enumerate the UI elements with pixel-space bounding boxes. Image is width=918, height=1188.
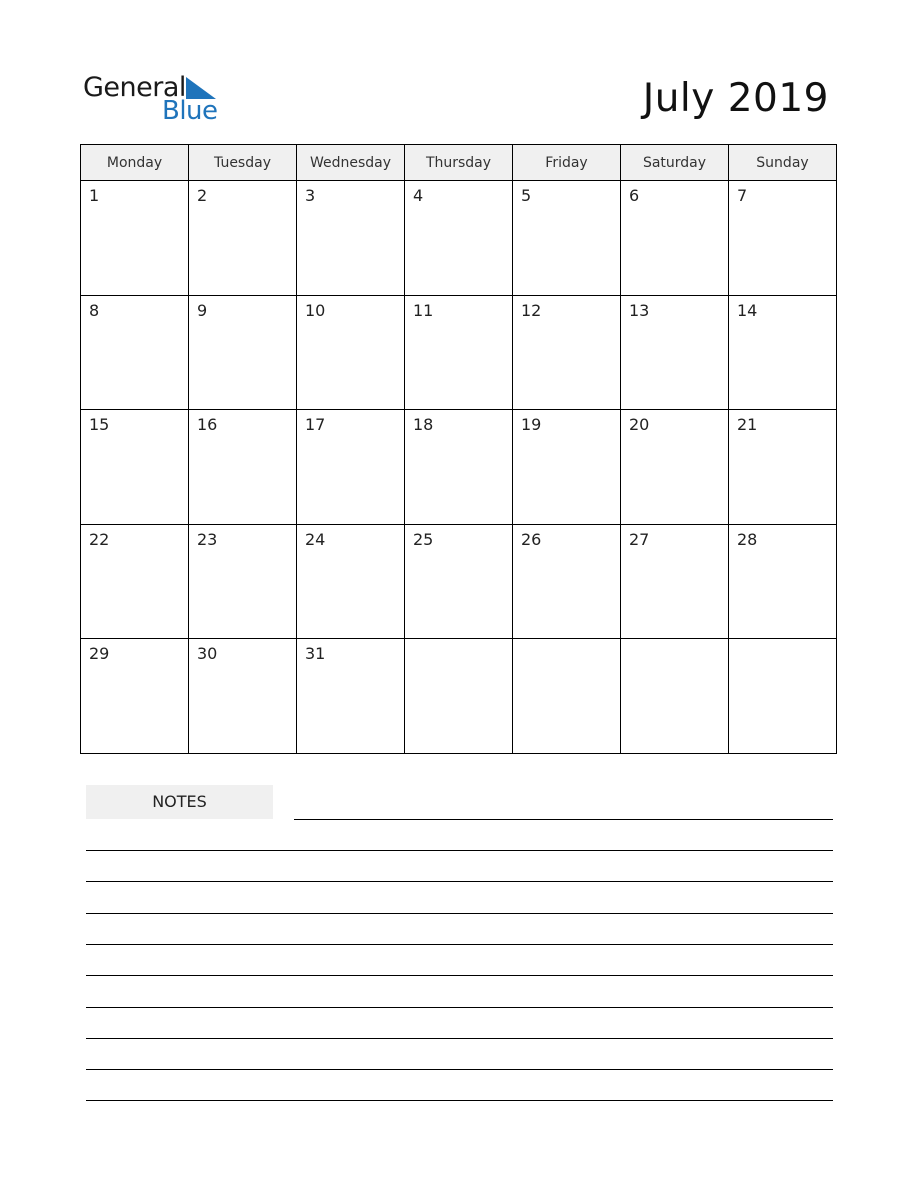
day-cell: [405, 295, 513, 410]
day-cell: [621, 295, 729, 410]
notes-line: [86, 1007, 833, 1008]
day-cell: [405, 410, 513, 525]
day-cell: [729, 524, 837, 639]
day-number: 3: [305, 186, 316, 205]
notes-line: [86, 1038, 833, 1039]
day-cell: [621, 639, 729, 754]
day-number: 7: [737, 186, 748, 205]
day-cell: [81, 524, 189, 639]
day-cell: [621, 181, 729, 296]
day-number: 4: [413, 186, 424, 205]
logo-text-blue: Blue: [162, 96, 218, 126]
day-number: 9: [197, 300, 208, 320]
logo-text-general: General: [83, 72, 186, 103]
day-cell: [729, 410, 837, 525]
day-cell: [189, 639, 297, 754]
day-cell: [405, 181, 513, 296]
day-number: 20: [629, 415, 650, 434]
day-cell: [513, 524, 621, 639]
header-wednesday: Wednesday: [297, 145, 405, 181]
day-cell: [405, 524, 513, 639]
day-number: 28: [737, 529, 758, 549]
day-number: 19: [521, 415, 542, 434]
notes-line: [86, 881, 833, 882]
day-cell: [297, 181, 405, 296]
day-number: 15: [89, 415, 110, 434]
week-row-4: [81, 524, 837, 639]
notes-line: [86, 850, 833, 851]
day-cell: [297, 639, 405, 754]
day-cell: [81, 410, 189, 525]
notes-line: [86, 1069, 833, 1070]
day-cell: [729, 639, 837, 754]
day-number: 13: [629, 300, 650, 320]
day-number: [621, 639, 728, 644]
day-number: [513, 639, 620, 644]
day-cell: [81, 639, 189, 754]
day-cell: [81, 181, 189, 296]
notes-line: [86, 1100, 833, 1101]
day-number: 12: [521, 300, 542, 320]
day-cell: [297, 295, 405, 410]
day-number: 5: [521, 186, 532, 205]
notes-line: [294, 819, 833, 820]
day-number: 24: [305, 529, 326, 549]
day-number: 10: [305, 300, 326, 320]
notes-line: [86, 944, 833, 945]
day-number: 11: [413, 300, 434, 320]
day-cell: [513, 181, 621, 296]
header-thursday: Thursday: [405, 145, 513, 181]
day-cell: [729, 181, 837, 296]
day-number: [405, 639, 512, 644]
logo: [83, 70, 223, 126]
day-number: 29: [89, 644, 110, 663]
day-number: 25: [413, 529, 434, 549]
day-cell: [189, 410, 297, 525]
day-number: 26: [521, 529, 542, 549]
day-number: 6: [629, 186, 640, 205]
header-monday: Monday: [81, 145, 189, 181]
day-number: [729, 639, 836, 644]
day-number: 27: [629, 529, 650, 549]
day-cell: [621, 410, 729, 525]
page-title: July 2019: [642, 76, 829, 121]
header-sunday: Sunday: [729, 145, 837, 181]
day-number: 14: [737, 300, 758, 320]
week-row-2: [81, 295, 837, 410]
weekday-header-row: [81, 145, 837, 181]
notes-label: NOTES: [86, 785, 273, 819]
notes-line: [86, 975, 833, 976]
day-number: 18: [413, 415, 434, 434]
day-number: 2: [197, 186, 208, 205]
day-number: 31: [305, 644, 326, 663]
day-number: 17: [305, 415, 326, 434]
day-cell: [189, 181, 297, 296]
week-row-3: [81, 410, 837, 525]
header-saturday: Saturday: [621, 145, 729, 181]
day-number: 30: [197, 644, 218, 663]
day-cell: [189, 295, 297, 410]
header-tuesday: Tuesday: [189, 145, 297, 181]
day-cell: [621, 524, 729, 639]
day-number: 16: [197, 415, 218, 434]
week-row-1: [81, 181, 837, 296]
day-cell: [189, 524, 297, 639]
week-row-5: [81, 639, 837, 754]
day-cell: [513, 295, 621, 410]
day-cell: [729, 295, 837, 410]
day-cell: [405, 639, 513, 754]
calendar-grid: [80, 144, 837, 754]
notes-line: [86, 913, 833, 914]
day-number: 23: [197, 529, 218, 549]
day-number: 1: [89, 186, 100, 205]
day-cell: [513, 410, 621, 525]
day-cell: [513, 639, 621, 754]
header-friday: Friday: [513, 145, 621, 181]
day-cell: [297, 524, 405, 639]
day-number: 21: [737, 415, 758, 434]
day-number: 22: [89, 529, 110, 549]
day-cell: [297, 410, 405, 525]
day-number: 8: [89, 300, 100, 320]
day-cell: [81, 295, 189, 410]
